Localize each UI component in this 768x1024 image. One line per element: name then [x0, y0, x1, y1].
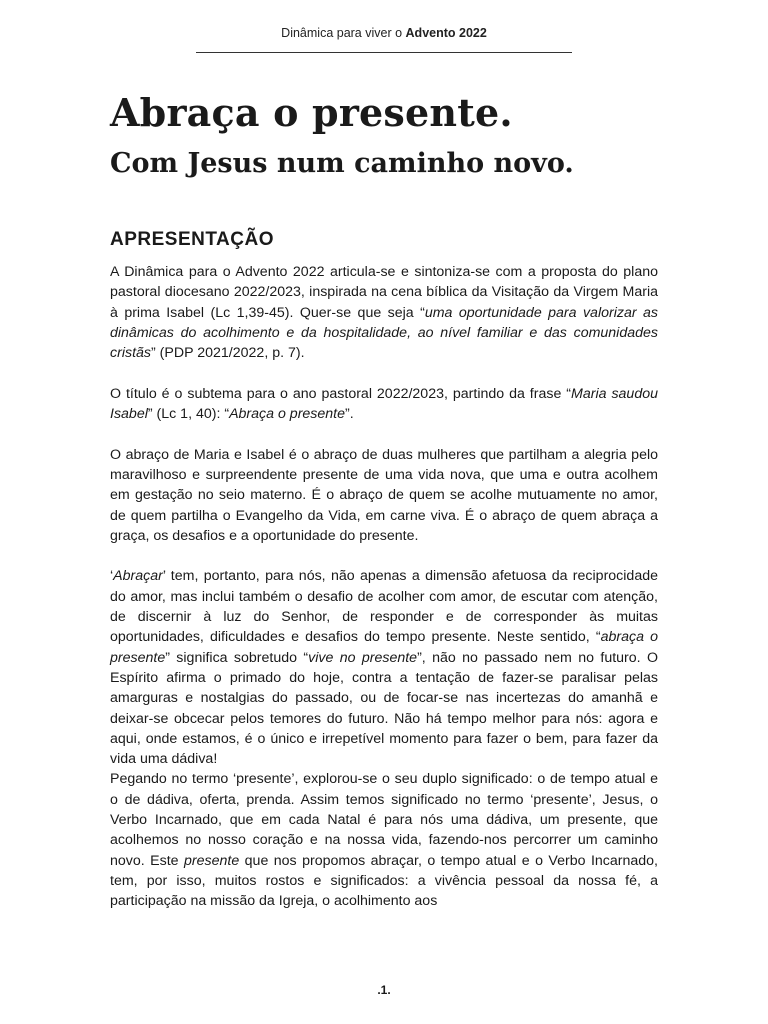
p5-text-2: que nos propomos abraçar, o tempo atual e o Verbo Incarnado, tem, por isso, muitos rostos e significados: a vivência pessoal da nossa fé, a participação na missão da Igreja, o acolhimento aos [110, 852, 659, 910]
paragraph-1 [110, 262, 658, 363]
body-text [110, 262, 658, 912]
p4-text-2: ” significa sobretudo “ [165, 649, 309, 666]
p2-citation: ” (Lc 1, 40): “ [147, 406, 230, 423]
paragraph-5 [110, 769, 658, 911]
p1-text: A Dinâmica para o Advento 2022 articula-se e sintoniza-se com a proposta do plano pastoral diocesano 2022/2023, inspirada na cena bíblica da Visitação da Virgem Maria à prima Isabel (Lc 1,39-45). Quer-se que seja “ [110, 264, 658, 321]
p4-text: ’ tem, portanto, para nós, não apenas a dimensão afetuosa da reciprocidade do amor, mas inclui também o desafio de acolher com amor, de escutar com atenção, de discernir à luz do Senhor, de responder e de corresponder às muitas oportunidades, dificuldades e desafios do tempo presente. Neste sentido, “ [110, 568, 658, 646]
page-title: Abraça o presente. [110, 90, 513, 135]
page-subtitle: Com Jesus num caminho novo. [110, 148, 574, 179]
p2-end: ”. [345, 406, 354, 423]
p4-term: Abraçar [113, 568, 163, 585]
p4-open-quote: ‘ [110, 568, 114, 585]
p1-citation: ” (PDP 2021/2022, p. 7). [151, 345, 305, 362]
p4-quote-2: vive no presente [308, 649, 418, 666]
p2-title-quote: Abraça o presente [229, 406, 346, 423]
p2-text: O título é o subtema para o ano pastoral 2022/2023, partindo da frase “ [110, 385, 572, 402]
section-heading: APRESENTAÇÃO [110, 229, 274, 250]
header-text: Dinâmica para viver o [281, 26, 406, 40]
header-rule [196, 52, 572, 53]
header-bold-text: Advento 2022 [405, 26, 487, 40]
p1-quote: uma oportunidade para valorizar as dinâmicas do acolhimento e da hospitalidade, ao nível familiar e das comunidades cristãs [110, 304, 658, 362]
p2-quote: Maria saudou Isabel [110, 385, 658, 423]
page-number: .1. [377, 983, 391, 997]
p5-text: Pegando no termo ‘presente’, explorou-se o seu duplo significado: o de tempo atual e o de dádiva, oferta, prenda. Assim temos significado no termo ‘presente’, Jesus, o Verbo Incarnado, que em cada Natal é para nós uma dádiva, um presente, que acolhemos no nosso coração e na nossa vida, fazendo-nos percorrer um caminho novo. Este [110, 771, 658, 869]
paragraph-2 [110, 384, 658, 425]
p4-text-3: ”, não no passado nem no futuro. O Espírito afirma o primado do hoje, contra a tentação de fazer-se paralisar pelas amarguras e nostalgias do passado, ou de focar-se nas incertezas do amanhã e deixar-se obcecar pelos temores do futuro. Não há tempo melhor para nós: agora e aqui, onde estamos, é o único e irrepetível momento para fazer o bem, para fazer da vida uma dádiva! [110, 649, 658, 768]
paragraph-4 [110, 566, 658, 769]
p4-quote-1: abraça o presente [110, 629, 658, 666]
paragraph-3: O abraço de Maria e Isabel é o abraço de duas mulheres que partilham a alegria pelo maravilhoso e surpreendente presente de uma vida nova, que uma e outra acolhem em gestação no seio materno. É o abraço de quem se acolhe mutuamente no amor, de quem partilha o Evangelho da Vida, em carne viva. É o abraço de quem abraça a graça, os desafios e a oportunidade do presente. [110, 446, 658, 544]
p5-term: presente [184, 852, 240, 869]
running-header [0, 26, 768, 40]
